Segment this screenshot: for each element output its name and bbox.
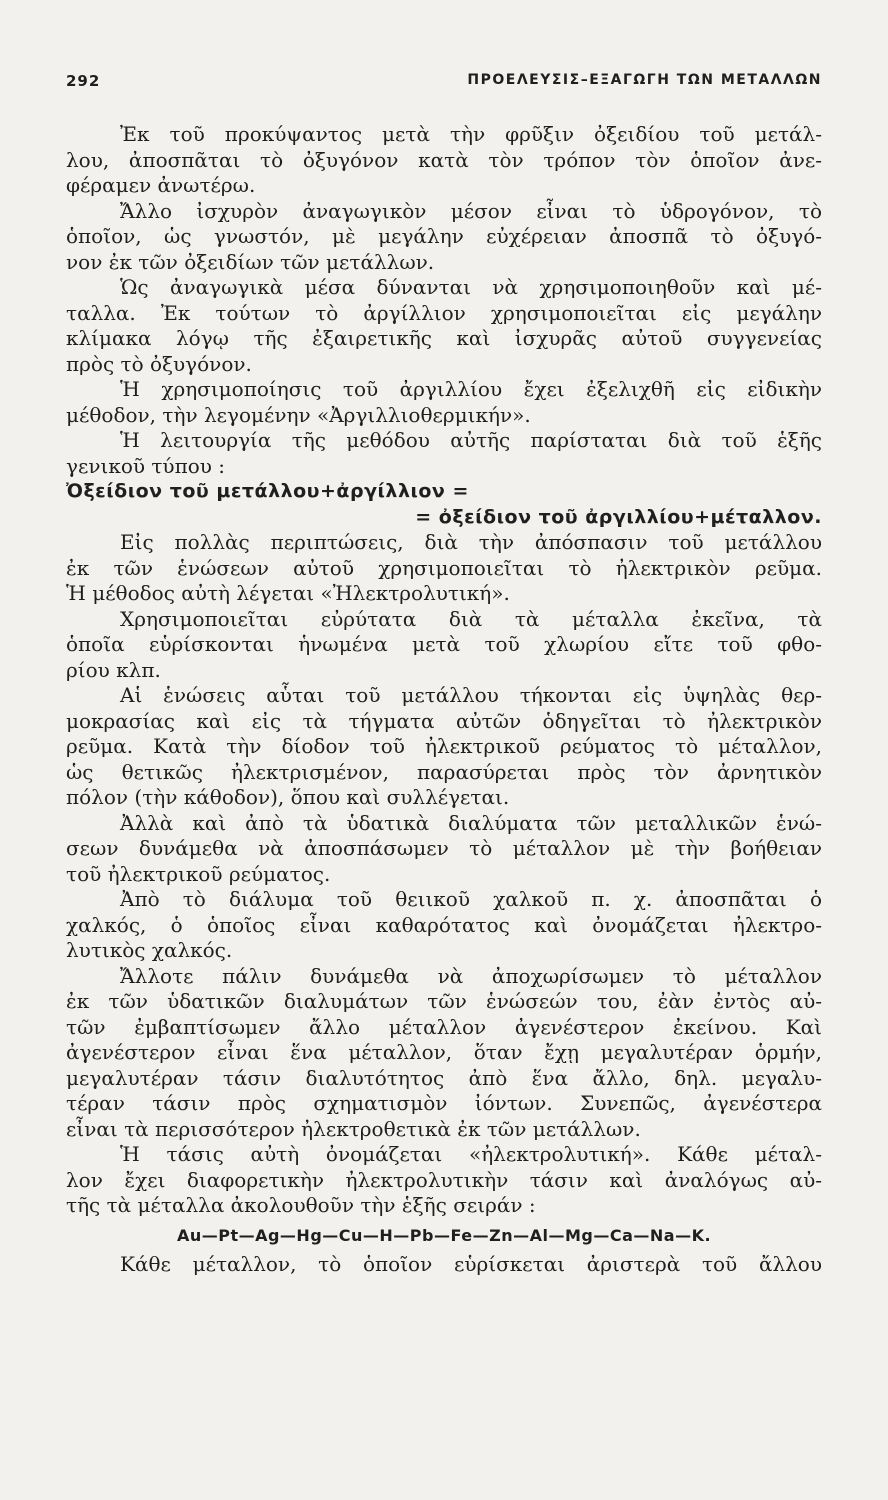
text-line: χαλκός, ὁ ὁποῖος εἶναι καθαρότατος καὶ ὀνομάζεται ἠλεκτρο-	[66, 912, 822, 937]
text-line: τῶν ἐμβαπτίσωμεν ἄλλο μέταλλον ἀγενέστερον ἐκείνου. Καὶ	[66, 1014, 822, 1039]
text-line: σεων δυνάμεθα νὰ ἀποσπάσωμεν τὸ μέταλλον μὲ τὴν βοήθειαν	[66, 836, 822, 860]
text-line: Αἱ ἑνώσεις αὗται τοῦ μετάλλου τήκονται εἰς ὑψηλὰς θερ-	[120, 683, 822, 707]
text-line: πρὸς τὸ ὀξυγόνον.	[66, 351, 252, 376]
page-number: 292	[66, 72, 101, 90]
running-title: ΠΡΟΕΛΕΥΣΙΣ–ΕΞΑΓΩΓΗ ΤΩΝ ΜΕΤΑΛΛΩΝ	[467, 72, 822, 88]
text-line: ὁποῖον, ὡς γνωστόν, μὲ μεγάλην εὐχέρειαν ἀποσπᾶ τὸ ὀξυγό-	[66, 224, 822, 248]
text-line: μέθοδον, τὴν λεγομένην «Ἀργιλλιοθερμικήν».	[66, 402, 531, 427]
body-text	[66, 122, 822, 1277]
text-line: μοκρασίας καὶ εἰς τὰ τήγματα αὐτῶν ὁδηγεῖται τὸ ἠλεκτρικὸν	[66, 708, 822, 733]
text-line: τῆς τὰ μέταλλα ἀκολουθοῦν τὴν ἑξῆς σειράν :	[66, 1193, 536, 1217]
formula-line-1: Ὀξείδιον τοῦ μετάλλου+ἀργίλλιον =	[66, 480, 469, 502]
text-line: τοῦ ἠλεκτρικοῦ ρεύματος.	[66, 861, 331, 886]
metal-series: Au—Pt—Ag—Hg—Cu—H—Pb—Fe—Zn—Al—Mg—Ca—Na—K.	[176, 1225, 712, 1245]
text-line: Εἰς πολλὰς περιπτώσεις, διὰ τὴν ἀπόσπασιν τοῦ μετάλλου	[120, 530, 822, 554]
text-line: φέραμεν ἀνωτέρω.	[66, 173, 256, 197]
text-line: ὡς θετικῶς ἠλεκτρισμένον, παρασύρεται πρὸς τὸν ἀρνητικὸν	[66, 759, 822, 784]
text-line: μεγαλυτέραν τάσιν διαλυτότητος ἀπὸ ἕνα ἄλλο, δηλ. μεγαλυ-	[66, 1065, 822, 1090]
text-line: Ἡ τάσις αὐτὴ ὀνομάζεται «ἠλεκτρολυτική». Κάθε μέταλ-	[120, 1142, 822, 1166]
text-line: ὁποῖα εὑρίσκονται ἡνωμένα μετὰ τοῦ χλωρίου εἴτε τοῦ φθο-	[66, 632, 822, 656]
text-line: Ἄλλοτε πάλιν δυνάμεθα νὰ ἀποχωρίσωμεν τὸ μέταλλον	[120, 963, 822, 988]
text-line: ρίου κλπ.	[66, 657, 161, 682]
text-line: Ἡ μέθοδος αὐτὴ λέγεται «Ἠλεκτρολυτική».	[66, 581, 510, 605]
text-line: Ὡς ἀναγωγικὰ μέσα δύνανται νὰ χρησιμοποιηθοῦν καὶ μέ-	[120, 275, 822, 299]
text-line: λυτικὸς χαλκός.	[66, 938, 233, 962]
text-line: Ἡ χρησιμοποίησις τοῦ ἀργιλλίου ἔχει ἐξελιχθῆ εἰς εἰδικὴν	[120, 377, 822, 401]
text-line: ταλλα. Ἐκ τούτων τὸ ἀργίλλιον χρησιμοποιεῖται εἰς μεγάλην	[66, 300, 822, 325]
text-line: εἶναι τὰ περισσότερον ἠλεκτροθετικὰ ἐκ τῶν μετάλλων.	[66, 1116, 641, 1141]
text-line: ἐκ τῶν ὑδατικῶν διαλυμάτων τῶν ἑνώσεών του, ἐὰν ἐντὸς αὐ-	[66, 989, 822, 1013]
text-line: Ἐκ τοῦ προκύψαντος μετὰ τὴν φρῦξιν ὀξειδίου τοῦ μετάλ-	[120, 122, 822, 146]
text-line: Ἡ λειτουργία τῆς μεθόδου αὐτῆς παρίσταται διὰ τοῦ ἑξῆς	[120, 428, 822, 452]
text-line: Κάθε μέταλλον, τὸ ὁποῖον εὑρίσκεται ἀριστερὰ τοῦ ἄλλου	[120, 1251, 822, 1276]
text-line: Ἄλλο ἰσχυρὸν ἀναγωγικὸν μέσον εἶναι τὸ ὑδρογόνον, τὸ	[120, 198, 822, 223]
text-line: Χρησιμοποιεῖται εὐρύτατα διὰ τὰ μέταλλα ἐκεῖνα, τὰ	[120, 606, 822, 631]
text-line: νον ἐκ τῶν ὀξειδίων τῶν μετάλλων.	[66, 249, 435, 274]
text-line: λον ἔχει διαφορετικὴν ἠλεκτρολυτικὴν τάσιν καὶ ἀναλόγως αὐ-	[66, 1167, 822, 1192]
text-line: Ἀπὸ τὸ διάλυμα τοῦ θειικοῦ χαλκοῦ π. χ. ἀποσπᾶται ὁ	[120, 887, 822, 911]
text-line: τέραν τάσιν πρὸς σχηματισμὸν ἰόντων. Συνεπῶς, ἀγενέστερα	[66, 1091, 822, 1115]
text-line: ἐκ τῶν ἑνώσεων αὐτοῦ χρησιμοποιεῖται τὸ ἠλεκτρικὸν ρεῦμα.	[66, 555, 822, 580]
page-header	[66, 72, 822, 98]
text-line: Ἀλλὰ καὶ ἀπὸ τὰ ὑδατικὰ διαλύματα τῶν μεταλλικῶν ἑνώ-	[120, 810, 822, 835]
text-line: ρεῦμα. Κατὰ τὴν δίοδον τοῦ ἠλεκτρικοῦ ρεύματος τὸ μέταλλον,	[66, 734, 822, 758]
text-line: γενικοῦ τύπου :	[66, 453, 226, 478]
text-line: λου, ἀποσπᾶται τὸ ὀξυγόνον κατὰ τὸν τρόπον τὸν ὁποῖον ἀνε-	[66, 147, 822, 172]
text-line: πόλον (τὴν κάθοδον), ὅπου καὶ συλλέγεται.	[66, 785, 510, 809]
formula-line-2: = ὀξείδιον τοῦ ἀργιλλίου+μέταλλον.	[415, 505, 822, 528]
text-line: κλίμακα λόγῳ τῆς ἐξαιρετικῆς καὶ ἰσχυρᾶς αὐτοῦ συγγενείας	[66, 326, 822, 350]
text-line: ἀγενέστερον εἶναι ἕνα μέταλλον, ὅταν ἔχῃ μεγαλυτέραν ὁρμήν,	[66, 1040, 822, 1064]
